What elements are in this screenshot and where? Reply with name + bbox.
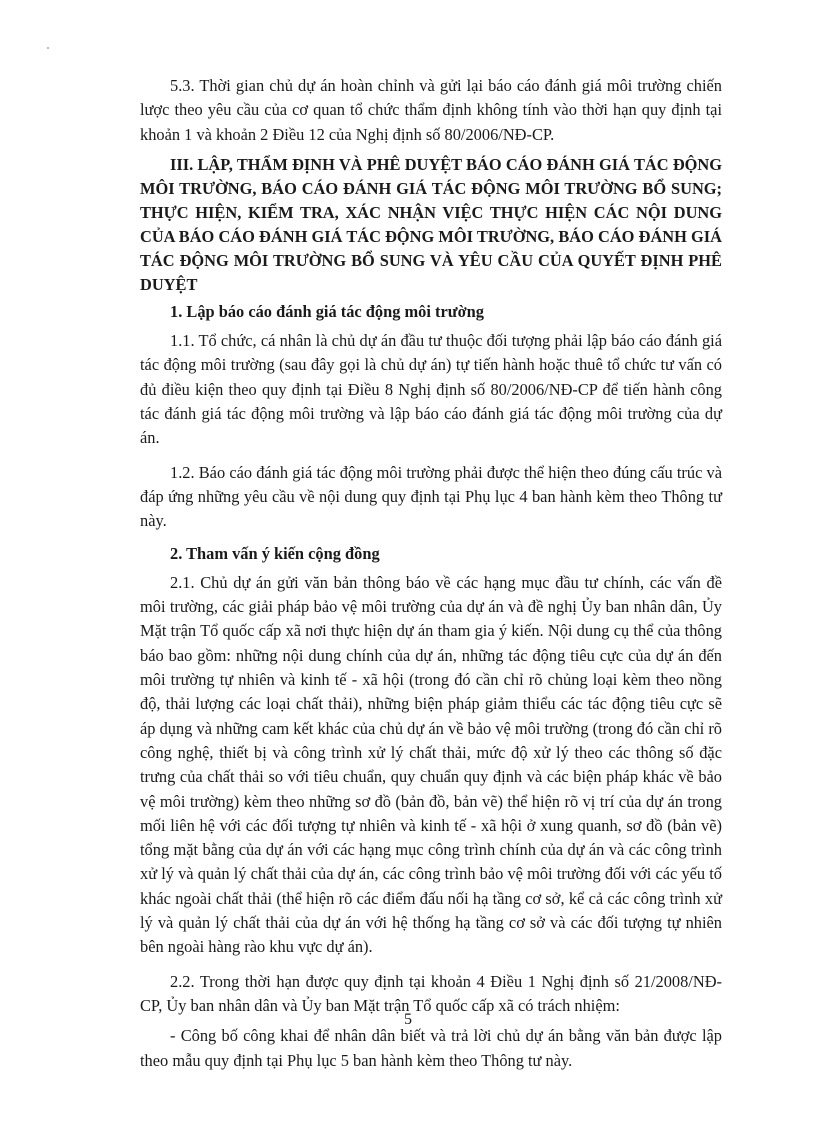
paragraph-2-2-bullet: - Công bố công khai để nhân dân biết và trả lời chủ dự án bằng văn bản được lập theo mẫu quy định tại Phụ lục 5 ban hành kèm theo Thông tư này. [140, 1026, 722, 1070]
heading-2: 2. Tham vấn ý kiến cộng đồng [170, 543, 380, 563]
paragraph-2-2: 2.2. Trong thời hạn được quy định tại khoản 4 Điều 1 Nghị định số 21/2008/NĐ-CP, Ủy ban nhân dân và Ủy ban Mặt trận Tổ quốc cấp xã có trách nhiệm: [140, 971, 722, 1015]
paragraph-5-3: 5.3. Thời gian chủ dự án hoàn chỉnh và gửi lại báo cáo đánh giá môi trường chiến lược theo yêu cầu của cơ quan tổ chức thẩm định không tính vào thời hạn quy định tại khoản 1 và khoản 2 Điều 12 của Nghị định số 80/2006/NĐ-CP. [140, 76, 722, 144]
paragraph-1-1: 1.1. Tổ chức, cá nhân là chủ dự án đầu tư thuộc đối tượng phải lập báo cáo đánh giá tác động môi trường (sau đây gọi là chủ dự án) tự tiến hành hoặc thuê tổ chức tư vấn có đủ điều kiện theo quy định tại Điều 8 Nghị định số 80/2006/NĐ-CP để tiến hành công tác đánh giá tác động môi trường và lập báo cáo đánh giá tác động môi trường của dự án. [140, 331, 722, 448]
page-number: 5 [404, 1011, 412, 1028]
scan-dot [47, 47, 49, 49]
document-page [140, 74, 722, 1073]
heading-1: 1. Lập báo cáo đánh giá tác động môi trường [170, 301, 484, 321]
paragraph-2-1: 2.1. Chủ dự án gửi văn bản thông báo về các hạng mục đầu tư chính, các vấn đề môi trường, các giải pháp bảo vệ môi trường của dự án và đề nghị Ủy ban nhân dân, Ủy Mặt trận Tổ quốc cấp xã nơi thực hiện dự án tham gia ý kiến. Nội dung cụ thể của thông báo bao gồm: những nội dung chính của dự án, những tác động tiêu cực của dự án đến môi trường tự nhiên và kinh tế - xã hội (trong đó cần chỉ rõ chủng loại kèm theo nồng độ, thải lượng các loại chất thải), những biện pháp giảm thiểu các tác động tiêu cực sẽ áp dụng và những cam kết khác của chủ dự án về bảo vệ môi trường (trong đó cần chỉ rõ công nghệ, thiết bị và công trình xử lý chất thải, mức độ xử lý theo các thông số đặc trưng của chất thải so với tiêu chuẩn, quy chuẩn quy định và các biện pháp khác về bảo vệ môi trường) kèm theo những sơ đồ (bản đồ, bản vẽ) thể hiện rõ vị trí của dự án trong mối liên hệ với các đối tượng tự nhiên và kinh tế - xã hội ở xung quanh, sơ đồ (bản vẽ) tổng mặt bằng của dự án với các hạng mục công trình chính của dự án và các công trình xử lý và quản lý chất thải của dự án, các công trình bảo vệ môi trường đối với các yếu tố khác ngoài chất thải (thể hiện rõ các điểm đấu nối hạ tầng cơ sở, kể cả các công trình xử lý và quản lý chất thải của dự án với hệ thống hạ tầng cơ sở và các đối tượng tự nhiên bên ngoài hàng rào khu vực dự án). [140, 572, 722, 957]
paragraph-1-2: 1.2. Báo cáo đánh giá tác động môi trường phải được thể hiện theo đúng cấu trúc và đáp ứng những yêu cầu về nội dung quy định tại Phụ lục 4 ban hành kèm theo Thông tư này. [140, 462, 722, 531]
section-iii-title: III. LẬP, THẨM ĐỊNH VÀ PHÊ DUYỆT BÁO CÁO ĐÁNH GIÁ TÁC ĐỘNG MÔI TRƯỜNG, BÁO CÁO ĐÁNH GIÁ TÁC ĐỘNG MÔI TRƯỜNG BỔ SUNG; THỰC HIỆN, KIỂM TRA, XÁC NHẬN VIỆC THỰC HIỆN CÁC NỘI DUNG CỦA BÁO CÁO ĐÁNH GIÁ TÁC ĐỘNG MÔI TRƯỜNG, BÁO CÁO ĐÁNH GIÁ TÁC ĐỘNG MÔI TRƯỜNG BỔ SUNG VÀ YÊU CẦU CỦA QUYẾT ĐỊNH PHÊ DUYỆT [140, 154, 722, 294]
